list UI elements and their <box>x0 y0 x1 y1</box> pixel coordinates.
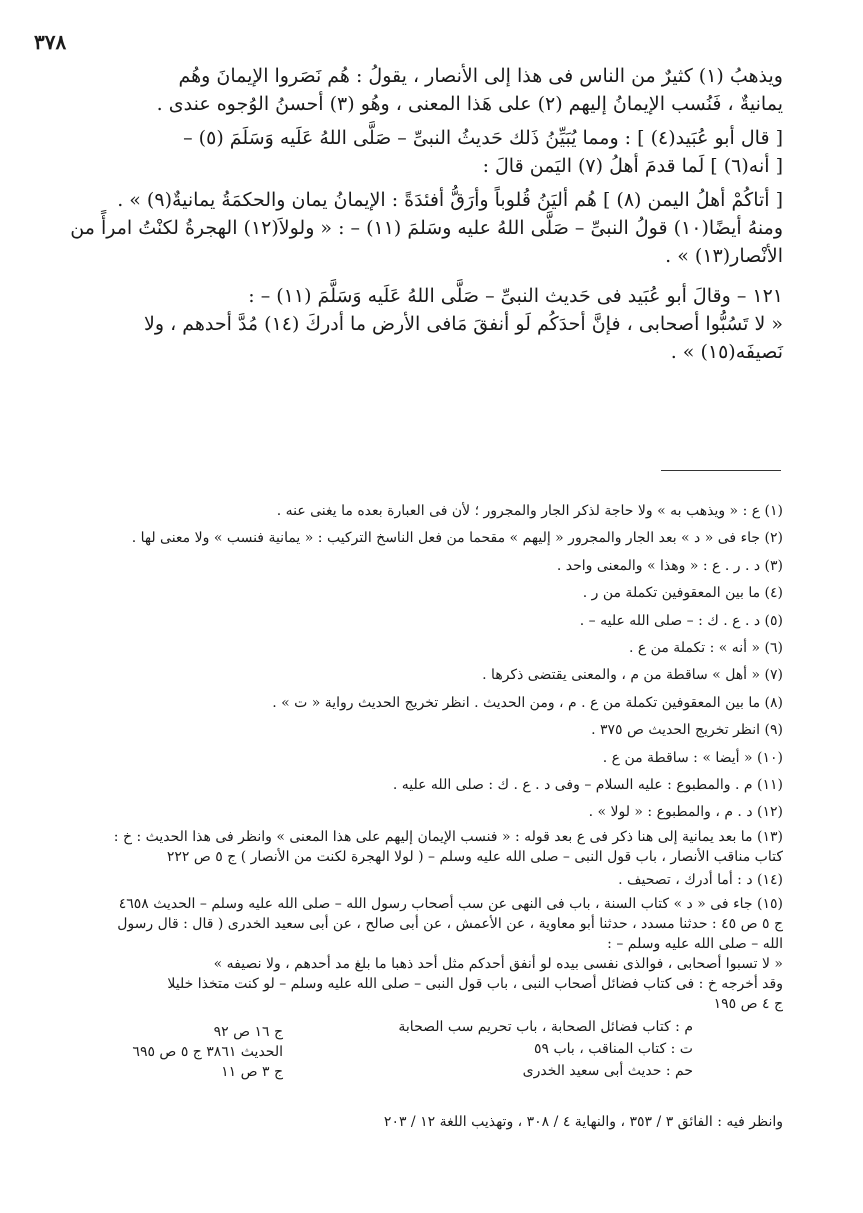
main-line: ويذهبُ (١) كثيرٌ من الناس فى هذا إلى الأنصار ، يقولُ : هُم نَصَروا الإيمانَ وهُم <box>178 65 783 87</box>
footnote: (٢) جاء فى « د » بعد الجار والمجرور « إليهم » مقحما من فعل الناسخ التركيب : « يمانية فنسب » ولا معنى لها . <box>131 530 783 547</box>
main-line: يمانيةٌ ، فَنُسب الإيمانُ إليهم (٢) على هَذا المعنى ، وهُو (٣) أحسنُ الوُجوه عندى . <box>156 93 783 115</box>
footnote: (١٤) د : أما أدرك ، تصحيف . <box>618 871 783 888</box>
main-line: [ أتاكُمْ أهلُ اليمن (٨) ] هُم أليَنُ قُلوباً وأرَقُّ أفئدَةً : الإيمانُ يمان والحكمَةُ يمانيةٌ(٩) » . <box>117 189 783 211</box>
reference-location: الحديث ٣٨٦١ ج ٥ ص ٦٩٥ <box>132 1044 283 1061</box>
reference-location: ج ٣ ص ١١ <box>221 1064 283 1081</box>
reference-source: م : كتاب فضائل الصحابة ، باب تحريم سب الصحابة <box>398 1019 693 1036</box>
footnote: الله – صلى الله عليه وسلم – : <box>607 936 783 953</box>
footnote: (٣) د . ر . ع : « وهذا » والمعنى واحد . <box>556 557 783 574</box>
footnotes <box>70 498 783 1132</box>
reference-columns <box>70 1016 783 1112</box>
footnote: وقد أخرجه خ : فى كتاب فضائل أصحاب النبى ، باب قول النبى – صلى الله عليه وسلم – لو كنت متخذا خليلا <box>167 976 783 993</box>
reference-location: ج ١٦ ص ٩٢ <box>213 1024 283 1041</box>
footnote: (١٣) ما بعد يمانية إلى هنا ذكر فى ع بعد قوله : « فنسب الإيمان إليهم على هذا المعنى » وانظر فى هذا الحديث : خ : <box>113 828 783 845</box>
main-line: [ قال أبو عُبَيد(٤) ] : ومما يُبَيِّنُ ذَلك حَديثُ النبىِّ – صَلَّى اللهُ عَلَيه وَسَلَمَ (٥) – <box>183 127 783 149</box>
footnote: (١٥) جاء فى « د » كتاب السنة ، باب فى النهى عن سب أصحاب رسول الله – صلى الله عليه وسلم – الحديث ٤٦٥٨ <box>118 896 783 913</box>
main-line: نَصيفَه(١٥) » . <box>670 341 783 363</box>
footnote-separator <box>661 470 781 471</box>
reference-source: حم : حديث أبى سعيد الخدرى <box>522 1063 693 1080</box>
footnote: (٥) د . ع . ك : – صلى الله عليه – . <box>579 612 783 629</box>
footnote: ج ٤ ص ١٩٥ <box>713 996 783 1013</box>
main-line: ومنهُ أيضًا(١٠) قولُ النبىِّ – صَلَّى اللهُ عليه وسَلمَ (١١) – : « ولولاَ(١٢) الهجرةُ لكنْتُ امرأً من <box>70 217 783 239</box>
main-line: [ أنه(٦) ] لَما قدمَ أهلُ (٧) اليَمن قالَ : <box>482 155 783 177</box>
reference-source: ت : كتاب المناقب ، باب ٥٩ <box>533 1041 693 1058</box>
footnote: « لا تسبوا أصحابى ، فوالذى نفسى بيده لو أنفق أحدكم مثل أحد ذهبا ما بلغ مد أحدهم ، ولا نصيفه » <box>213 956 783 973</box>
main-line: « لا تَسُبُّوا أصحابى ، فإنَّ أحدَكُم لَو أنفقَ مَافى الأرض ما أدركَ (١٤) مُدَّ أحدهم ، ولا <box>144 313 783 335</box>
page-number: ٣٧٨ <box>34 30 67 54</box>
footnote: (١٢) د . م ، والمطبوع : « لولا » . <box>588 804 783 821</box>
footnote: (٨) ما بين المعقوفين تكملة من ع . م ، ومن الحديث . انظر تخريج الحديث رواية « ت » . <box>272 694 783 711</box>
footnote: (١١) م . والمطبوع : عليه السلام – وفى د . ع . ك : صلى الله عليه . <box>392 777 783 794</box>
reference-sources <box>398 1016 693 1082</box>
footnote: ج ٥ ص ٤٥ : حدثنا مسدد ، حدثنا أبو معاوية ، عن الأعمش ، عن أبى صالح ، عن أبى سعيد الخدرى ( قال : قال رسول <box>117 916 783 933</box>
footnote: (١٠) « أيضا » : ساقطة من ع . <box>602 749 783 766</box>
footnote: كتاب مناقب الأنصار ، باب قول النبى – صلى الله عليه وسلم – ( لولا الهجرة لكنت من الأنصار ) ج ٥ ص ٢٢٢ <box>166 848 783 865</box>
footnote: (٤) ما بين المعقوفين تكملة من ر . <box>582 585 783 602</box>
main-line: ١٢١ – وقالَ أبو عُبَيد فى حَديث النبىِّ – صَلَّى اللهُ عَلَيه وَسَلَّمَ (١١) – : <box>248 285 783 307</box>
footnote: (٦) « أنه » : تكملة من ع . <box>628 640 783 657</box>
final-note: وانظر فيه : الفائق ٣ / ٣٥٣ ، والنهاية ٤ / ٣٠٨ ، وتهذيب اللغة ١٢ / ٢٠٣ <box>383 1114 783 1131</box>
reference-locations <box>132 1022 283 1082</box>
main-line: الأنْصار(١٣) » . <box>665 245 783 267</box>
footnote: (١) ع : « ويذهب به » ولا حاجة لذكر الجار والمجرور ؛ لأن فى العبارة بعده ما يغنى عنه . <box>276 503 783 519</box>
footnote: (٧) « أهل » ساقطة من م ، والمعنى يقتضى ذكرها . <box>482 667 783 684</box>
footnote: (٩) انظر تخريج الحديث ص ٣٧٥ . <box>591 722 783 739</box>
main-text <box>70 62 783 366</box>
